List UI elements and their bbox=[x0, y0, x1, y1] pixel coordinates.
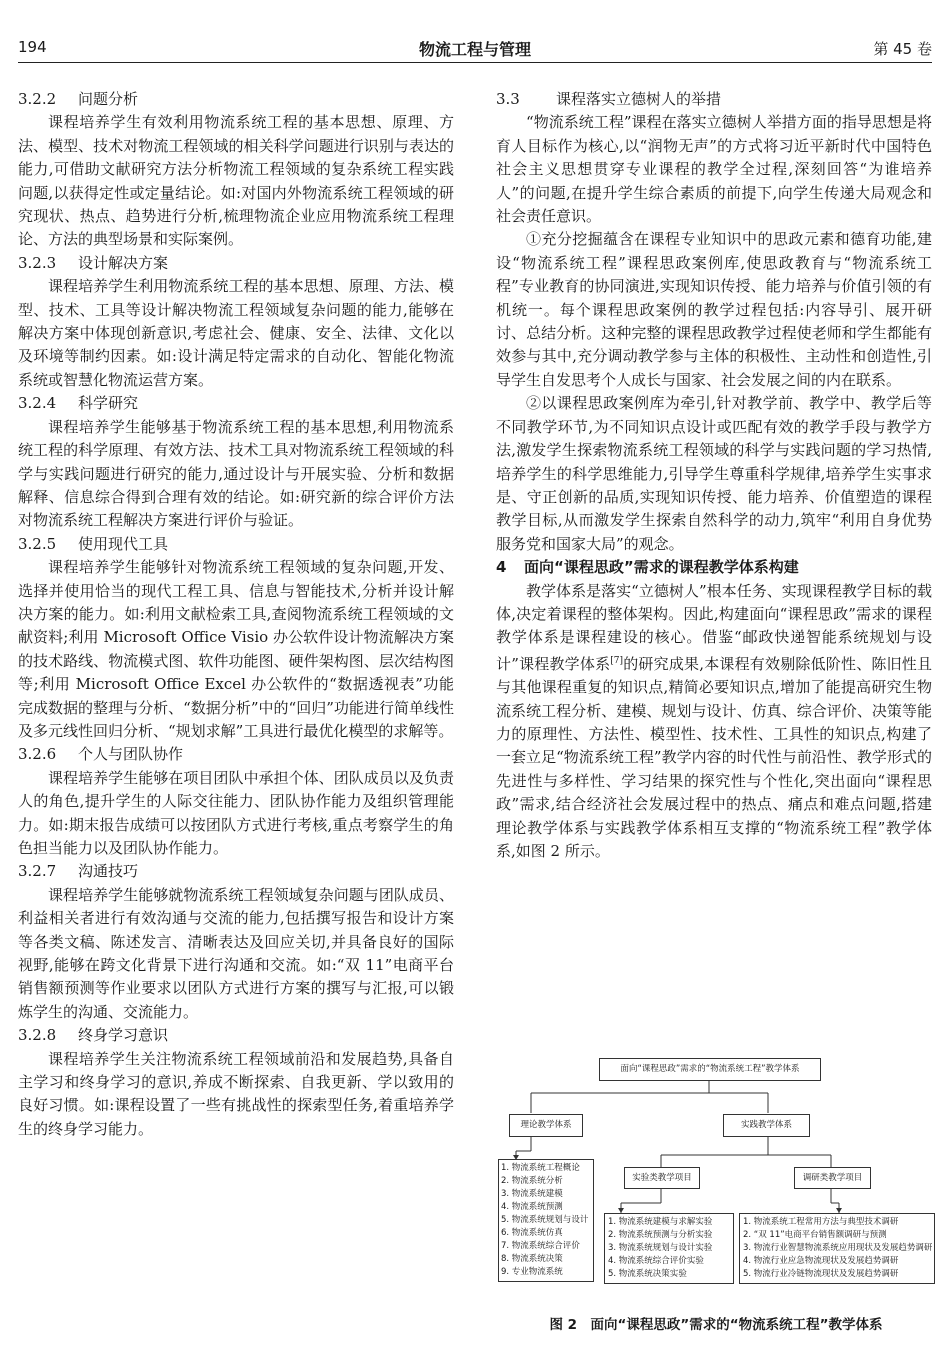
paragraph-text: 课程培养学生能够在项目团队中承担个体、团队成员以及负责人的角色,提升学生的人际交往能力、团队协作能力及组织管理能力。如:期末报告成绩可以按团队方式进行考核,重点考察学生的角色担当能力以及团队协作能力。 bbox=[18, 768, 454, 857]
subsection-heading bbox=[18, 860, 454, 883]
body-paragraph bbox=[496, 228, 932, 392]
diagram-list-item: 1. 物流系统工程概论 bbox=[501, 1163, 580, 1173]
diagram-experiment-node: 实验类教学项目 bbox=[624, 1167, 700, 1189]
body-paragraph bbox=[18, 556, 454, 743]
diagram-research-list bbox=[739, 1213, 935, 1284]
section-number: 3.3 bbox=[496, 90, 520, 108]
section-title: 问题分析 bbox=[78, 90, 139, 108]
diagram-list-item: 3. 物流系统规划与设计实验 bbox=[608, 1243, 713, 1253]
section-number: 3.2.3 bbox=[18, 253, 57, 272]
diagram-list-item: 4. 物流行业应急物流现状及发展趋势调研 bbox=[743, 1256, 899, 1266]
figure-caption: 图 2 面向“课程思政”需求的“物流系统工程”教学体系 bbox=[549, 1317, 883, 1333]
section-number: 3.2.4 bbox=[18, 394, 57, 413]
section-title: 科学研究 bbox=[78, 394, 139, 413]
figure-2-diagram bbox=[496, 1055, 936, 1305]
diagram-theory-node: 理论教学体系 bbox=[509, 1114, 583, 1137]
diagram-practice-node: 实践教学体系 bbox=[723, 1114, 810, 1137]
diagram-research-node: 调研类教学项目 bbox=[794, 1167, 871, 1189]
page-number: 194 bbox=[18, 38, 47, 56]
section-title: 终身学习意识 bbox=[78, 1026, 169, 1045]
body-paragraph bbox=[18, 1048, 454, 1142]
diagram-list-item: 2. 物流系统预测与分析实验 bbox=[608, 1230, 713, 1240]
section-number: 3.2.2 bbox=[18, 90, 57, 108]
body-paragraph bbox=[18, 111, 454, 251]
body-paragraph bbox=[18, 884, 454, 1024]
section-title: 设计解决方案 bbox=[78, 253, 169, 272]
journal-title: 物流工程与管理 bbox=[418, 40, 531, 59]
paragraph-text: 教学体系是落实“立德树人”根本任务、实现课程教学目标的载体,决定着课程的整体架构。因此,构建面向“课程思政”需求的课程教学体系是课程建设的核心。借鉴“邮政快递智能系统规划与设计”课程教学体系 bbox=[496, 581, 932, 673]
section-heading bbox=[496, 556, 932, 579]
diagram-list-item: 2. 物流系统分析 bbox=[501, 1176, 563, 1186]
body-paragraph bbox=[18, 416, 454, 533]
paragraph-text: 课程培养学生有效利用物流系统工程的基本思想、原理、方法、模型、技术对物流工程领域的相关科学问题进行识别与表达的能力,可借助文献研究方法分析物流工程领域的复杂系统工程实践问题,以获得定性或定量结论。如:对国内外物流系统工程领域的研究现状、热点、趋势进行分析,梳理物流企业应用物流系统工程理论、方法的典型场景和实际案例。 bbox=[18, 113, 454, 249]
subsection-heading bbox=[18, 1024, 454, 1047]
section-number: 3.2.6 bbox=[18, 745, 57, 764]
diagram-list-item: 2. “双 11”电商平台销售额调研与预测 bbox=[743, 1230, 887, 1240]
subsection-heading bbox=[18, 88, 454, 111]
diagram-root-node: 面向“课程思政”需求的“物流系统工程”教学体系 bbox=[599, 1058, 821, 1081]
body-paragraph bbox=[18, 767, 454, 861]
section-title: 沟通技巧 bbox=[78, 862, 139, 881]
diagram-list-item: 7. 物流系统综合评价 bbox=[501, 1241, 580, 1251]
paragraph-text: 课程培养学生利用物流系统工程的基本思想、原理、方法、模型、技术、工具等设计解决物流工程领域复杂问题的能力,能够在解决方案中体现创新意识,考虑社会、健康、安全、法律、文化以及环境等制约因素。如:设计满足特定需求的自动化、智能化物流系统或智慧化物流运营方案。 bbox=[18, 277, 454, 389]
body-paragraph bbox=[496, 111, 932, 228]
paragraph-text: 的研究成果,本课程有效剔除低阶性、陈旧性且与其他课程重复的知识点,精简必要知识点,增加了能提高研究生物流系统工程分析、建模、规划与设计、仿真、综合评价、决策等能力的原理性、方法性、模型性、技术性、工具性的知识点,构建了一套立足“物流系统工程”教学内容的时代性与前沿性、教学形式的先进性与多样性、学习结果的探究性与个性化,突出面向“课程思政”需求,结合经济社会发展过程中的热点、痛点和难点问题,搭建理论教学体系与实践教学体系相互支撑的“物流系统工程”教学体系,如图 2 所示。 bbox=[496, 654, 932, 860]
diagram-list-item: 4. 物流系统预测 bbox=[501, 1202, 563, 1212]
citation-ref: [7] bbox=[610, 655, 624, 666]
section-number: 3.2.5 bbox=[18, 534, 57, 553]
section-title: 使用现代工具 bbox=[78, 534, 169, 553]
section-number: 4 bbox=[496, 558, 507, 577]
section-title: 课程落实立德树人的举措 bbox=[556, 90, 722, 108]
paragraph-text: 课程培养学生关注物流系统工程领域前沿和发展趋势,具备自主学习和终身学习的意识,养成不断探索、自我更新、学以致用的良好习惯。如:课程设置了一些有挑战性的探索型任务,着重培养学生的终身学习能力。 bbox=[18, 1049, 454, 1138]
section-title: 面向“课程思政”需求的课程教学体系构建 bbox=[524, 558, 799, 577]
diagram-list-item: 3. 物流系统建模 bbox=[501, 1189, 563, 1199]
diagram-list-item: 1. 物流系统工程常用方法与典型技术调研 bbox=[743, 1217, 899, 1227]
diagram-list-item: 8. 物流系统决策 bbox=[501, 1254, 563, 1264]
diagram-list-item: 1. 物流系统建模与求解实验 bbox=[608, 1217, 713, 1227]
diagram-experiment-list bbox=[604, 1213, 734, 1284]
diagram-list-item: 5. 物流行业冷链物流现状及发展趋势调研 bbox=[743, 1269, 899, 1279]
subsection-heading bbox=[496, 88, 932, 111]
paragraph-text: 课程培养学生能够针对物流系统工程领域的复杂问题,开发、选择并使用恰当的现代工程工具、信息与智能技术,分析并设计解决方案的能力。如:利用文献检索工具,查阅物流系统工程领域的文献资料;利用 Microsoft Office Visio 办公软件设计物流解决方案的技术路线、物流模式图、软件功能图、硬件架构图、层次结构图等;利用 Microsoft Office Excel 办公软件的“数据透视表”功能完成数据的整理与分析、“数据分析”中的“回归”功能进行简单线性及多元线性回归分析、“规划求解”工具进行最优化模型的求解等。 bbox=[18, 558, 454, 740]
volume-number: 第 45 卷 bbox=[873, 40, 932, 58]
section-title: 个人与团队协作 bbox=[78, 745, 184, 764]
subsection-heading bbox=[18, 533, 454, 556]
section-number: 3.2.8 bbox=[18, 1026, 57, 1045]
diagram-list-item: 6. 物流系统仿真 bbox=[501, 1228, 563, 1238]
right-column bbox=[496, 88, 932, 863]
body-paragraph bbox=[18, 275, 454, 392]
diagram-list-item: 3. 物流行业智慧物流系统应用现状及发展趋势调研 bbox=[743, 1243, 933, 1253]
subsection-heading bbox=[18, 252, 454, 275]
section-number: 3.2.7 bbox=[18, 862, 57, 881]
running-header bbox=[18, 36, 932, 63]
diagram-list-item: 5. 物流系统决策实验 bbox=[608, 1269, 687, 1279]
subsection-heading bbox=[18, 392, 454, 415]
diagram-theory-list bbox=[498, 1159, 594, 1282]
diagram-list-item: 9. 专业物流系统 bbox=[501, 1267, 563, 1277]
subsection-heading bbox=[18, 743, 454, 766]
left-column bbox=[18, 88, 454, 1141]
body-paragraph bbox=[496, 392, 932, 556]
paragraph-text: 课程培养学生能够基于物流系统工程的基本思想,利用物流系统工程的科学原理、有效方法、技术工具对物流系统工程领域的科学与实践问题进行研究的能力,通过设计与开展实验、分析和数据解释、信息综合得到合理有效的结论。如:研究新的综合评价方法对物流系统工程解决方案进行评价与验证。 bbox=[18, 417, 454, 530]
paragraph-text: ①充分挖掘蕴含在课程专业知识中的思政元素和德育功能,建设“物流系统工程”课程思政案例库,使思政教育与“物流系统工程”专业教育的协同演进,实现知识传授、能力培养与价值引领的有机统一。每个课程思政案例的教学过程包括:内容导引、展开研讨、总结分析。这种完整的课程思政教学过程使老师和学生都能有效参与其中,充分调动教学参与主体的积极性、主动性和创造性,引导学生自发思考个人成长与国家、社会发展之间的内在联系。 bbox=[496, 230, 932, 389]
paragraph-text: ②以课程思政案例库为牵引,针对教学前、教学中、教学后等不同教学环节,为不同知识点设计或匹配有效的教学手段与教学方法,激发学生探索物流系统工程领域的科学与实践问题的学习热情,培养学生的科学思维能力,引导学生尊重科学规律,培养学生实事求是、守正创新的品质,实现知识传授、能力培养、价值塑造的课程教学目标,从而激发学生探索自然科学的动力,筑牢“利用自身优势服务党和国家大局”的观念。 bbox=[496, 394, 932, 553]
paragraph-text: “物流系统工程”课程在落实立德树人举措方面的指导思想是将育人目标作为核心,以“润物无声”的方式将习近平新时代中国特色社会主义思想贯穿专业课程的教学全过程,深刻回答“为谁培养人”的问题,在提升学生综合素质的前提下,向学生传递大局观念和社会责任意识。 bbox=[496, 113, 932, 226]
body-paragraph bbox=[496, 580, 932, 864]
paragraph-text: 课程培养学生能够就物流系统工程领域复杂问题与团队成员、利益相关者进行有效沟通与交流的能力,包括撰写报告和设计方案等各类文稿、陈述发言、清晰表达及回应关切,并具备良好的国际视野,能够在跨文化背景下进行沟通和交流。如:“双 11”电商平台销售额预测等作业要求以团队方式进行方案的撰写与汇报,可以锻炼学生的沟通、交流能力。 bbox=[18, 885, 454, 1021]
diagram-list-item: 4. 物流系统综合评价实验 bbox=[608, 1256, 704, 1266]
diagram-list-item: 5. 物流系统规划与设计 bbox=[501, 1215, 589, 1225]
